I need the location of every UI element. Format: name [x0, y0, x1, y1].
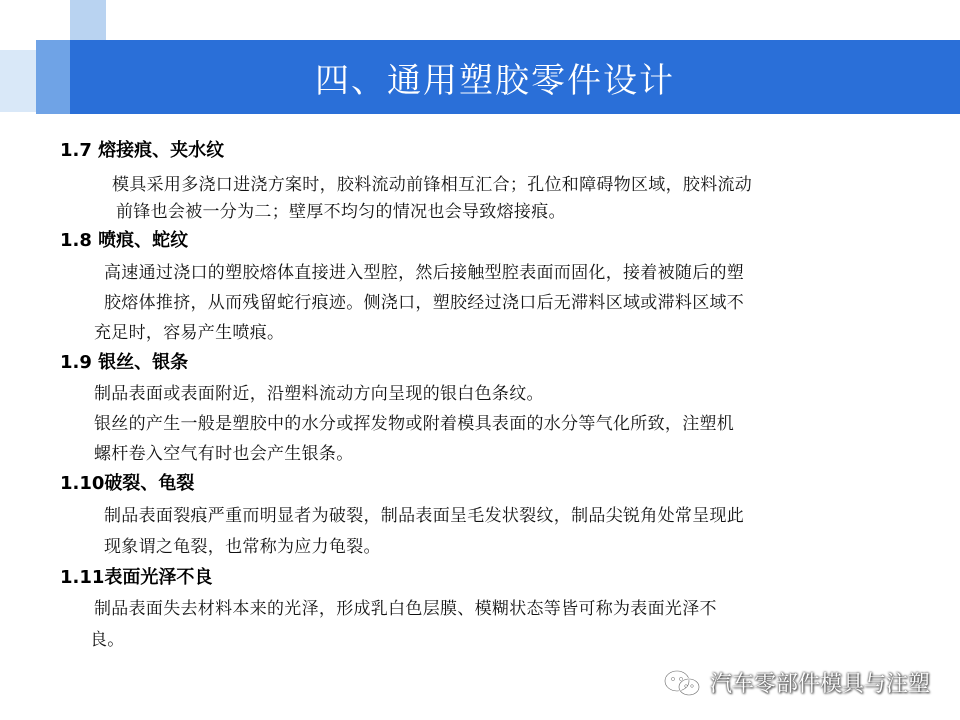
- decorative-square-left: [0, 50, 36, 112]
- slide-title: 四、通用塑胶零件设计: [315, 60, 675, 101]
- section-1-11-line-2: 良。: [90, 630, 125, 650]
- section-1-11-line-1: 制品表面失去材料本来的光泽，形成乳白色层膜、模糊状态等皆可称为表面光泽不: [94, 599, 717, 619]
- section-1-8-line-3: 充足时，容易产生喷痕。: [94, 323, 285, 343]
- section-1-9-line-1: 制品表面或表面附近，沿塑料流动方向呈现的银白色条纹。: [94, 384, 544, 404]
- wechat-icon: [662, 668, 702, 698]
- section-1-8-line-2: 胶熔体推挤，从而残留蛇行痕迹。侧浇口，塑胶经过浇口后无滞料区域或滞料区域不: [104, 293, 745, 313]
- title-bar: [70, 40, 960, 114]
- section-heading-1-10: 1.10破裂、龟裂: [60, 473, 195, 494]
- section-1-7-line-2: 前锋也会被一分为二；壁厚不均匀的情况也会导致熔接痕。: [116, 202, 566, 222]
- watermark-text: 汽车零部件模具与注塑: [709, 672, 930, 697]
- section-1-9-line-2: 银丝的产生一般是塑胶中的水分或挥发物或附着模具表面的水分等气化所致，注塑机: [94, 414, 735, 434]
- section-heading-1-11: 1.11表面光泽不良: [60, 567, 213, 588]
- decorative-square-mid: [36, 40, 70, 114]
- section-1-7-line-1: 模具采用多浇口进浇方案时，胶料流动前锋相互汇合；孔位和障碍物区域，胶料流动: [112, 175, 753, 195]
- section-1-9-line-3: 螺杆卷入空气有时也会产生银条。: [94, 444, 354, 464]
- section-heading-1-7: 1.7 熔接痕、夹水纹: [60, 140, 225, 161]
- section-1-10-line-1: 制品表面裂痕严重而明显者为破裂，制品表面呈毛发状裂纹，制品尖锐角处常呈现此: [104, 506, 745, 526]
- section-1-10-line-2: 现象谓之龟裂，也常称为应力龟裂。: [104, 537, 381, 557]
- slide-title-wrap: [70, 40, 960, 114]
- section-heading-1-8: 1.8 喷痕、蛇纹: [60, 230, 189, 251]
- watermark: [662, 667, 930, 698]
- section-heading-1-9: 1.9 银丝、银条: [60, 352, 189, 373]
- section-1-8-line-1: 高速通过浇口的塑胶熔体直接进入型腔，然后接触型腔表面而固化，接着被随后的塑: [104, 263, 745, 283]
